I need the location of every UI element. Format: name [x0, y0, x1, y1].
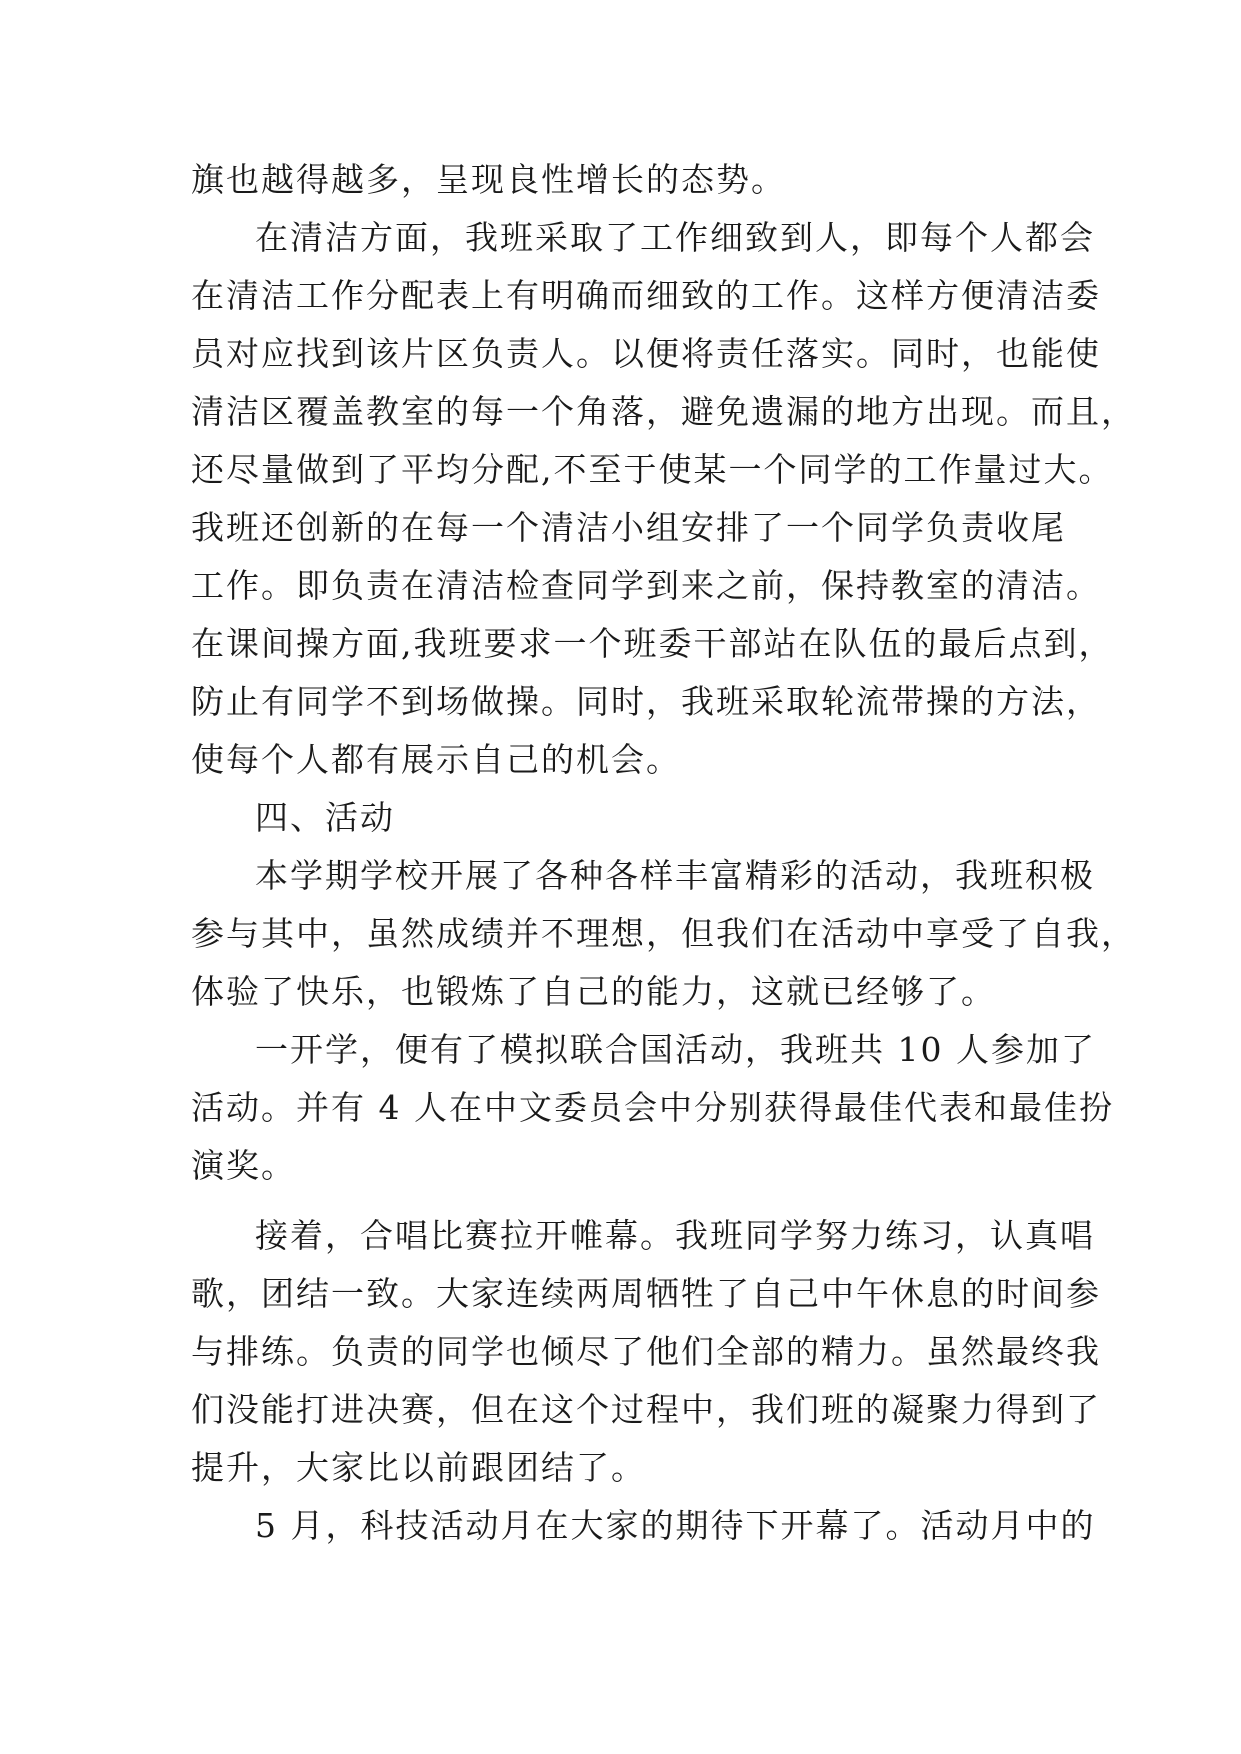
text-line: 演奖。	[191, 1146, 296, 1185]
text-line: 旗也越得越多，呈现良性增长的态势。	[191, 160, 786, 199]
text-line: 我班还创新的在每一个清洁小组安排了一个同学负责收尾	[191, 508, 1066, 547]
text-line: 们没能打进决赛，但在这个过程中，我们班的凝聚力得到了	[191, 1390, 1101, 1429]
text-line: 还尽量做到了平均分配,不至于使某一个同学的工作量过大。	[191, 450, 1114, 489]
text-line: 本学期学校开展了各种各样丰富精彩的活动，我班积极	[255, 856, 1095, 895]
text-line: 一开学，便有了模拟联合国活动，我班共 10 人参加了	[255, 1030, 1096, 1069]
text-line: 5 月，科技活动月在大家的期待下开幕了。活动月中的	[255, 1506, 1096, 1545]
text-line: 在课间操方面,我班要求一个班委干部站在队伍的最后点到，	[191, 624, 1114, 663]
text-line: 接着，合唱比赛拉开帷幕。我班同学努力练习，认真唱	[255, 1216, 1095, 1255]
text-line: 员对应找到该片区负责人。以便将责任落实。同时，也能使	[191, 334, 1101, 373]
text-line: 与排练。负责的同学也倾尽了他们全部的精力。虽然最终我	[191, 1332, 1101, 1371]
text-line: 防止有同学不到场做操。同时，我班采取轮流带操的方法，	[191, 682, 1101, 721]
text-line: 歌，团结一致。大家连续两周牺牲了自己中午休息的时间参	[191, 1274, 1101, 1313]
text-line: 工作。即负责在清洁检查同学到来之前，保持教室的清洁。	[191, 566, 1101, 605]
text-line: 使每个人都有展示自己的机会。	[191, 740, 681, 779]
text-line: 活动。并有 4 人在中文委员会中分别获得最佳代表和最佳扮	[191, 1088, 1114, 1127]
text-line: 在清洁方面，我班采取了工作细致到人，即每个人都会	[255, 218, 1095, 257]
text-line: 参与其中，虽然成绩并不理想，但我们在活动中享受了自我，	[191, 914, 1136, 953]
section-heading: 四、活动	[255, 798, 395, 837]
text-line: 清洁区覆盖教室的每一个角落，避免遗漏的地方出现。而且，	[191, 392, 1136, 431]
text-line: 体验了快乐，也锻炼了自己的能力，这就已经够了。	[191, 972, 996, 1011]
text-line: 提升，大家比以前跟团结了。	[191, 1448, 646, 1487]
text-line: 在清洁工作分配表上有明确而细致的工作。这样方便清洁委	[191, 276, 1101, 315]
